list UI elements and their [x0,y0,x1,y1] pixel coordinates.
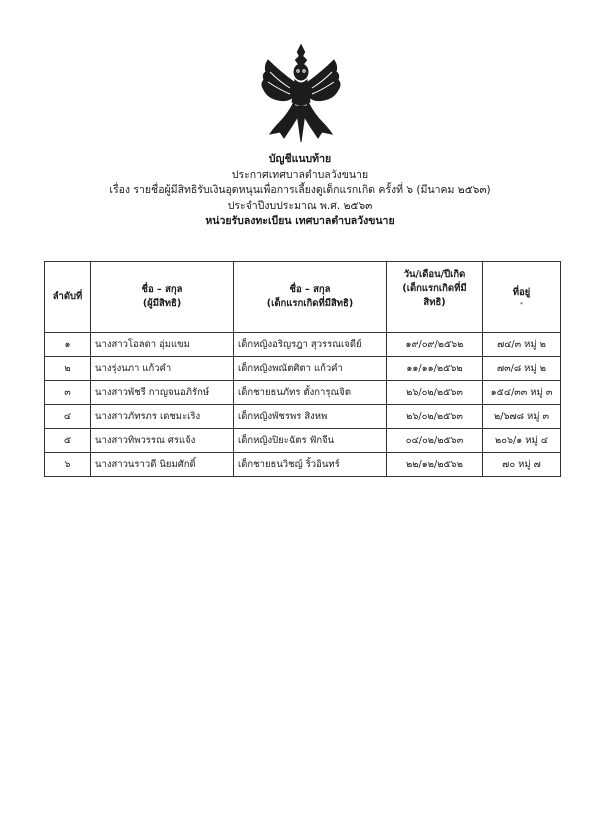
col-header-birthdate: วัน/เดือน/ปีเกิด (เด็กแรกเกิดที่มี สิทธิ) [387,262,483,333]
cell-birthdate: ๒๖/๐๒/๒๕๖๓ [387,405,483,429]
cell-child: เด็กหญิงปิยะฉัตร ฟักจีน [234,429,387,453]
header-title: บัญชีแนบท้าย [268,153,332,165]
cell-name: นางสาวภัทรภร เดชมะเริง [91,405,234,429]
cell-address: ๑๕๔/๓๓ หมู่ ๓ [483,381,561,405]
cell-name: นางรุ่งนภา แก้วคำ [91,357,234,381]
cell-child: เด็กชายธนวิชญ์ ริ้วอินทร์ [234,453,387,477]
beneficiary-table [44,261,561,477]
cell-birthdate: ๐๔/๐๒/๒๕๖๓ [387,429,483,453]
cell-address: ๗๐ หมู่ ๗ [483,453,561,477]
header-subject: เรื่อง รายชื่อผู้มีสิทธิรับเงินอุดหนุนเพื่อการเลี้ยงดูเด็กแรกเกิด ครั้งที่ ๖ (มีนาคม ๒๕๖๓) [109,184,491,196]
table-row [45,333,561,357]
cell-birthdate: ๑๙/๐๙/๒๕๖๒ [387,333,483,357]
table-header-row [45,262,561,333]
cell-birthdate: ๒๒/๑๒/๒๕๖๒ [387,453,483,477]
table-row [45,429,561,453]
header-announcement: ประกาศเทศบาลตำบลวังขนาย [231,168,369,181]
cell-child: เด็กชายธนภัทร ตั้งการุณจิต [234,381,387,405]
col-header-name: ชื่อ – สกุล (ผู้มีสิทธิ) [91,262,234,333]
col-header-no: ลำดับที่ [45,262,91,333]
table-row [45,405,561,429]
cell-name: นางสาวโอลดา อุ่มแขม [91,333,234,357]
cell-address: ๗๓/๘ หมู่ ๒ [483,357,561,381]
table-row [45,357,561,381]
cell-address: ๒๐๖/๑ หมู่ ๔ [483,429,561,453]
cell-address: ๒/๖๗๘ หมู่ ๓ [483,405,561,429]
cell-no: ๔ [45,405,91,429]
col-header-address: ที่อยู่ • [483,262,561,333]
col-header-child: ชื่อ – สกุล (เด็กแรกเกิดที่มีสิทธิ) [234,262,387,333]
cell-name: นางสาวนราวดี นิยมศักดิ์ [91,453,234,477]
cell-birthdate: ๒๖/๐๒/๒๕๖๓ [387,381,483,405]
cell-no: ๖ [45,453,91,477]
garuda-emblem-icon [258,42,344,146]
cell-no: ๓ [45,381,91,405]
cell-name: นางสาวทิพวรรณ ศรแจ้ง [91,429,234,453]
cell-name: นางสาวพัชรี กาญจนอภิรักษ์ [91,381,234,405]
table-row [45,381,561,405]
cell-no: ๒ [45,357,91,381]
cell-address: ๗๔/๓ หมู่ ๒ [483,333,561,357]
cell-child: เด็กหญิงพัชรพร สิงหพ [234,405,387,429]
header-registration-unit: หน่วยรับลงทะเบียน เทศบาลตำบลวังขนาย [205,215,395,227]
table-row [45,453,561,477]
cell-child: เด็กหญิงพณัตศิตา แก้วคำ [234,357,387,381]
document-header [0,152,600,230]
cell-birthdate: ๑๑/๑๑/๒๕๖๒ [387,357,483,381]
cell-no: ๕ [45,429,91,453]
header-fiscal-year: ประจำปีงบประมาณ พ.ศ. ๒๕๖๓ [227,199,373,212]
cell-no: ๑ [45,333,91,357]
cell-child: เด็กหญิงอริญรฎา สุวรรณเจดีย์ [234,333,387,357]
